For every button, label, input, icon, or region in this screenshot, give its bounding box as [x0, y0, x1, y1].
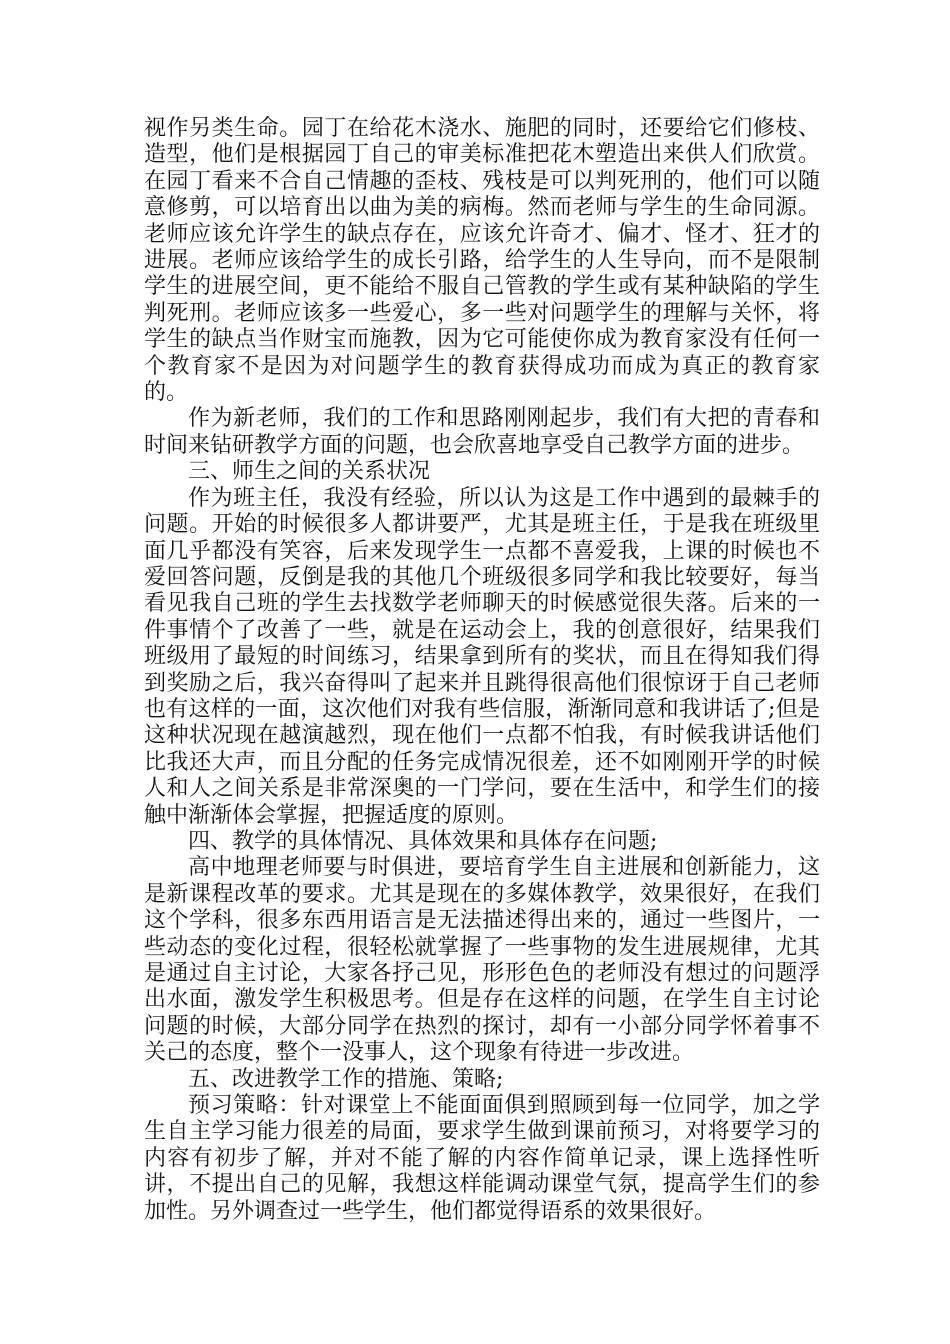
paragraph-geography-teaching: 高中地理老师要与时俱进，要培育学生自主进展和创新能力，这是新课程改革的要求。尤其是现在的多媒体教学，效果很好，在我们这个学科，很多东西用语言是无法描述得出来的，通过一些图片，一些动态的变化过程，很轻松就掌握了一些事物的发生进展规律，尤其是通过自主讨论，大家各抒己见，形形色色的老师没有想过的问题浮出水面，激发学生积极思考。但是存在这样的问题，在学生自主讨论问题的时候，大部分同学在热烈的探讨，却有一小部分同学怀着事不关己的态度，整个一没事人，这个现象有待进一步改进。	[144, 855, 820, 1066]
paragraph-preview-strategy: 预习策略：针对课堂上不能面面俱到照顾到每一位同学，加之学生自主学习能力很差的局面，要求学生做到课前预习，对将要学习的内容有初步了解，并对不能了解的内容作简单记录，课上选择性听讲，不提出自己的见解，我想这样能调动课堂气氛，提高学生们的参加性。另外调查过一些学生，他们都觉得语系的效果很好。	[144, 1093, 820, 1224]
paragraph-class-teacher: 作为班主任，我没有经验，所以认为这是工作中遇到的最棘手的问题。开始的时候很多人都讲要严，尤其是班主任，于是我在班级里面几乎都没有笑容，后来发现学生一点都不喜爱我，上课的时候也不爱回答问题，反倒是我的其他几个班级很多同学和我比较要好，每当看见我自己班的学生去找数学老师聊天的时候感觉很失落。后来的一件事情个了改善了一些，就是在运动会上，我的创意很好，结果我们班级用了最短的时间练习，结果拿到所有的奖状，而且在得知我们得到奖励之后，我兴奋得叫了起来并且跳得很高他们很惊讶于自己老师也有这样的一面，这次他们对我有些信服，渐渐同意和我讲话了;但是这种状况现在越演越烈，现在他们一点都不怕我，有时候我讲话他们比我还大声，而且分配的任务完成情况很差，还不如刚刚开学的时候人和人之间关系是非常深奥的一门学问，要在生活中，和学生们的接触中渐渐体会掌握，把握适度的原则。	[144, 485, 820, 828]
section-heading-3: 三、师生之间的关系状况	[188, 459, 431, 485]
section-heading-5: 五、改进教学工作的措施、策略;	[188, 1066, 504, 1092]
paragraph-continuation: 视作另类生命。园丁在给花木浇水、施肥的同时，还要给它们修枝、造型，他们是根据园丁自己的审美标准把花木塑造出来供人们欣赏。在园丁看来不合自己情趣的歪枝、残枝是可以判死刑的，他们可以随意修剪，可以培育出以曲为美的病梅。然而老师与学生的生命同源。老师应该允许学生的缺点存在，应该允许奇才、偏才、怪才、狂才的进展。老师应该给学生的成长引路，给学生的人生导向，而不是限制学生的进展空间，更不能给不服自己管教的学生或有某种缺陷的学生判死刑。老师应该多一些爱心，多一些对问题学生的理解与关怀，将学生的缺点当作财宝而施教，因为它可能使你成为教育家没有任何一个教育家不是因为对问题学生的教育获得成功而成为真正的教育家的。	[144, 116, 820, 406]
paragraph-new-teacher: 作为新老师，我们的工作和思路刚刚起步，我们有大把的青春和时间来钻研教学方面的问题，也会欣喜地享受自己教学方面的进步。	[144, 406, 820, 458]
document-page	[144, 116, 820, 1225]
section-heading-4: 四、教学的具体情况、具体效果和具体存在问题;	[188, 828, 658, 854]
